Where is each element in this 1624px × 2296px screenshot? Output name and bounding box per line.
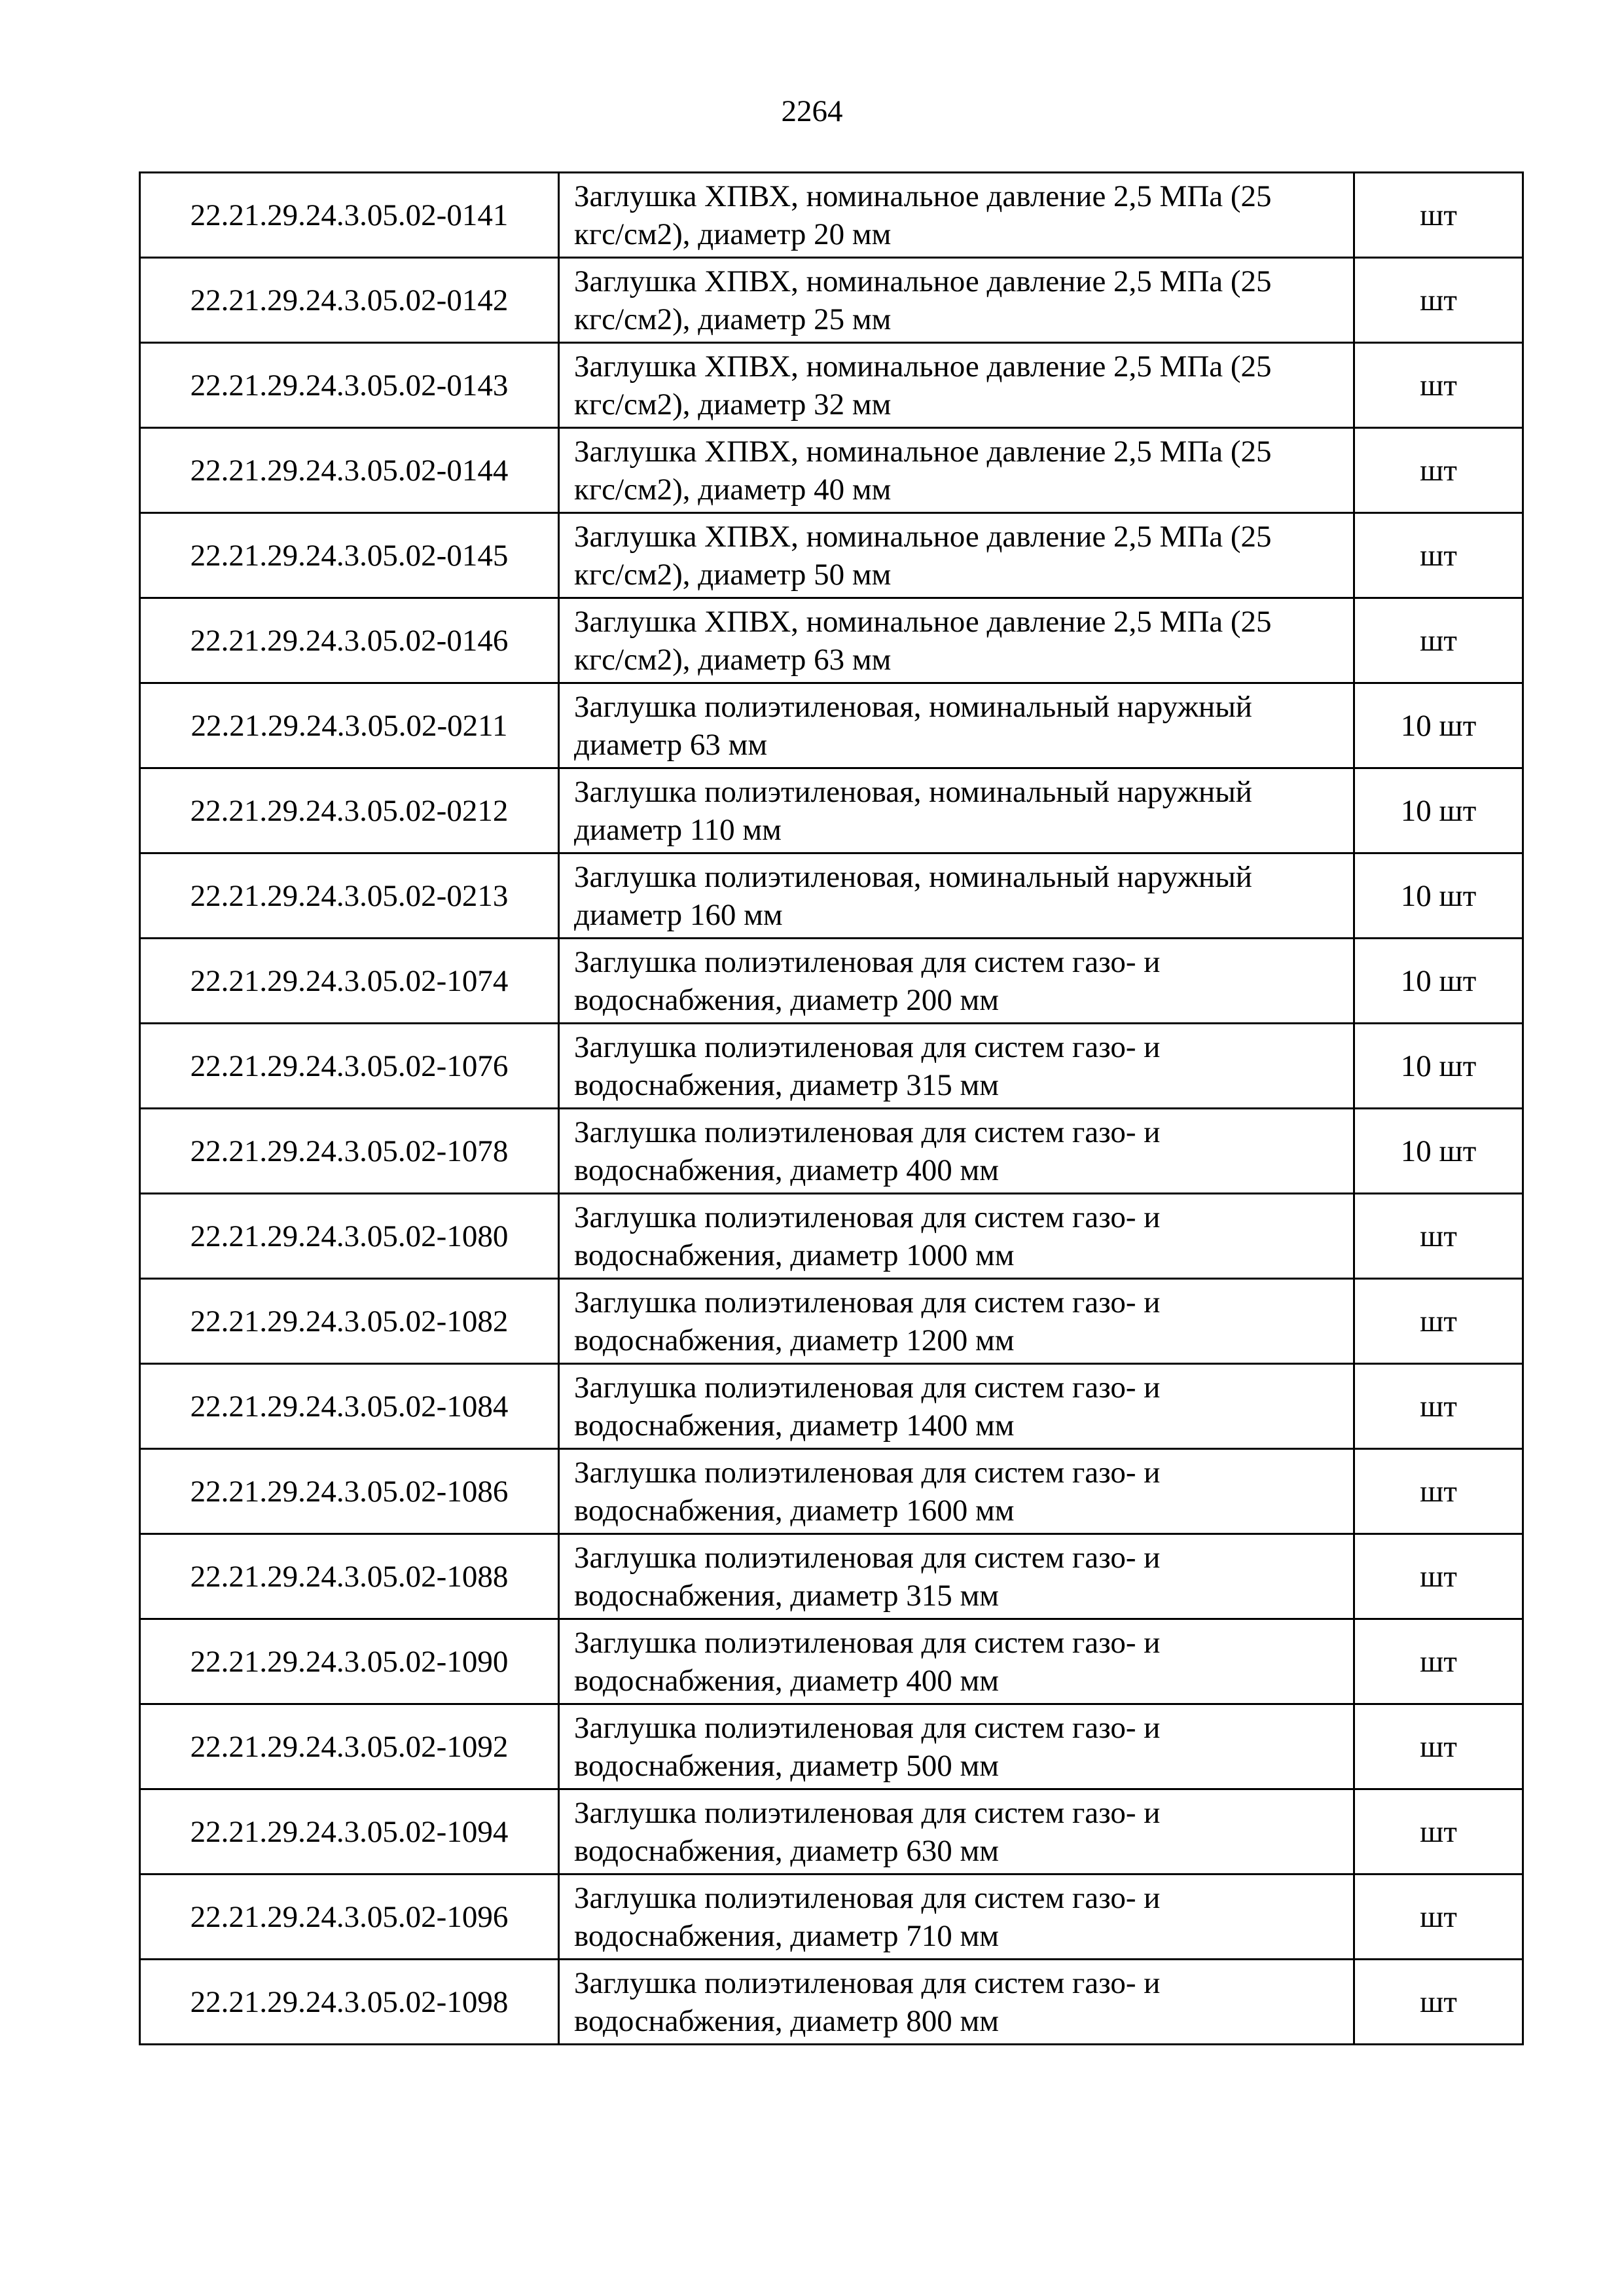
- row-name-line2: водоснабжения, диаметр 630 мм: [574, 1833, 999, 1868]
- row-name: [559, 1024, 1354, 1109]
- row-name-line2: кгс/см2), диаметр 40 мм: [574, 472, 892, 507]
- table-row: [140, 1789, 1523, 1874]
- row-unit: шт: [1354, 1960, 1523, 2045]
- row-name-line2: диаметр 110 мм: [574, 812, 782, 847]
- row-name: [559, 1109, 1354, 1194]
- row-name-line2: водоснабжения, диаметр 1400 мм: [574, 1408, 1015, 1443]
- page-number: 2264: [781, 94, 843, 128]
- row-name-line2: кгс/см2), диаметр 50 мм: [574, 557, 892, 592]
- row-unit: шт: [1354, 1704, 1523, 1789]
- row-unit: шт: [1354, 173, 1523, 258]
- row-name-line1: Заглушка полиэтиленовая для систем газо- и: [574, 1370, 1161, 1405]
- row-name: [559, 428, 1354, 513]
- row-name-line2: диаметр 63 мм: [574, 727, 768, 762]
- row-code: 22.21.29.24.3.05.02-1084: [140, 1364, 559, 1449]
- row-unit: 10 шт: [1354, 768, 1523, 853]
- row-name-line1: Заглушка полиэтиленовая, номинальный наружный: [574, 859, 1252, 894]
- row-name-line2: кгс/см2), диаметр 32 мм: [574, 387, 892, 422]
- table-row: [140, 1279, 1523, 1364]
- row-name-line2: водоснабжения, диаметр 315 мм: [574, 1067, 999, 1102]
- row-code: 22.21.29.24.3.05.02-0213: [140, 853, 559, 939]
- row-unit: 10 шт: [1354, 683, 1523, 768]
- row-name-line1: Заглушка полиэтиленовая для систем газо- и: [574, 1795, 1161, 1830]
- row-name-line2: водоснабжения, диаметр 500 мм: [574, 1748, 999, 1783]
- table-row: [140, 939, 1523, 1024]
- row-unit: 10 шт: [1354, 1109, 1523, 1194]
- row-unit: шт: [1354, 1279, 1523, 1364]
- row-code: 22.21.29.24.3.05.02-0141: [140, 173, 559, 258]
- row-name: [559, 258, 1354, 343]
- table-row: [140, 1024, 1523, 1109]
- row-unit: шт: [1354, 258, 1523, 343]
- row-name: [559, 1619, 1354, 1704]
- table-row: [140, 853, 1523, 939]
- row-name: [559, 939, 1354, 1024]
- row-code: 22.21.29.24.3.05.02-1088: [140, 1534, 559, 1619]
- row-code: 22.21.29.24.3.05.02-0146: [140, 598, 559, 683]
- row-name-line2: водоснабжения, диаметр 400 мм: [574, 1663, 999, 1698]
- row-code: 22.21.29.24.3.05.02-0142: [140, 258, 559, 343]
- table-row: [140, 1449, 1523, 1534]
- table-row: [140, 683, 1523, 768]
- row-name-line1: Заглушка полиэтиленовая для систем газо- и: [574, 1540, 1161, 1575]
- row-unit: шт: [1354, 1534, 1523, 1619]
- row-name-line2: водоснабжения, диаметр 315 мм: [574, 1578, 999, 1613]
- row-code: 22.21.29.24.3.05.02-0144: [140, 428, 559, 513]
- row-name: [559, 1194, 1354, 1279]
- table-row: [140, 1364, 1523, 1449]
- row-code: 22.21.29.24.3.05.02-0145: [140, 513, 559, 598]
- row-name: [559, 683, 1354, 768]
- row-name-line2: водоснабжения, диаметр 800 мм: [574, 2003, 999, 2038]
- row-name-line1: Заглушка ХПВХ, номинальное давление 2,5 МПа (25: [574, 349, 1272, 384]
- row-name: [559, 1789, 1354, 1874]
- row-name-line1: Заглушка полиэтиленовая, номинальный наружный: [574, 774, 1252, 809]
- table-row: [140, 258, 1523, 343]
- table-row: [140, 343, 1523, 428]
- row-name: [559, 173, 1354, 258]
- table-body: [140, 173, 1523, 2045]
- row-code: 22.21.29.24.3.05.02-1074: [140, 939, 559, 1024]
- row-name: [559, 598, 1354, 683]
- row-name: [559, 1960, 1354, 2045]
- row-unit: шт: [1354, 1619, 1523, 1704]
- row-unit: шт: [1354, 1789, 1523, 1874]
- row-name-line1: Заглушка полиэтиленовая для систем газо- и: [574, 1200, 1161, 1234]
- row-name-line1: Заглушка полиэтиленовая для систем газо- и: [574, 1285, 1161, 1319]
- row-name-line1: Заглушка ХПВХ, номинальное давление 2,5 МПа (25: [574, 179, 1272, 213]
- row-name-line2: водоснабжения, диаметр 1000 мм: [574, 1238, 1015, 1272]
- row-code: 22.21.29.24.3.05.02-1082: [140, 1279, 559, 1364]
- table-row: [140, 768, 1523, 853]
- row-unit: шт: [1354, 428, 1523, 513]
- row-name: [559, 853, 1354, 939]
- row-name-line2: кгс/см2), диаметр 20 мм: [574, 217, 892, 251]
- row-unit: 10 шт: [1354, 1024, 1523, 1109]
- table-row: [140, 513, 1523, 598]
- row-code: 22.21.29.24.3.05.02-0212: [140, 768, 559, 853]
- row-name: [559, 513, 1354, 598]
- row-code: 22.21.29.24.3.05.02-1094: [140, 1789, 559, 1874]
- materials-table: [139, 171, 1524, 2045]
- row-name-line1: Заглушка полиэтиленовая для систем газо- и: [574, 1115, 1161, 1149]
- row-code: 22.21.29.24.3.05.02-1098: [140, 1960, 559, 2045]
- row-name: [559, 1874, 1354, 1960]
- row-name-line2: кгс/см2), диаметр 63 мм: [574, 642, 892, 677]
- row-name-line2: водоснабжения, диаметр 1200 мм: [574, 1323, 1015, 1357]
- row-code: 22.21.29.24.3.05.02-1090: [140, 1619, 559, 1704]
- row-name: [559, 1279, 1354, 1364]
- table-row: [140, 173, 1523, 258]
- row-name-line1: Заглушка полиэтиленовая для систем газо- и: [574, 1880, 1161, 1915]
- row-name-line1: Заглушка полиэтиленовая для систем газо- и: [574, 1710, 1161, 1745]
- row-unit: шт: [1354, 1874, 1523, 1960]
- row-unit: шт: [1354, 513, 1523, 598]
- row-unit: 10 шт: [1354, 939, 1523, 1024]
- row-unit: 10 шт: [1354, 853, 1523, 939]
- row-name-line2: водоснабжения, диаметр 400 мм: [574, 1153, 999, 1187]
- row-unit: шт: [1354, 598, 1523, 683]
- row-name-line2: водоснабжения, диаметр 200 мм: [574, 982, 999, 1017]
- row-name-line1: Заглушка ХПВХ, номинальное давление 2,5 МПа (25: [574, 519, 1272, 554]
- row-name-line1: Заглушка полиэтиленовая для систем газо- и: [574, 1030, 1161, 1064]
- row-name: [559, 1364, 1354, 1449]
- row-code: 22.21.29.24.3.05.02-1080: [140, 1194, 559, 1279]
- row-name-line1: Заглушка ХПВХ, номинальное давление 2,5 МПа (25: [574, 264, 1272, 298]
- row-name-line1: Заглушка ХПВХ, номинальное давление 2,5 МПа (25: [574, 434, 1272, 469]
- table-row: [140, 428, 1523, 513]
- row-name: [559, 1449, 1354, 1534]
- row-name-line2: водоснабжения, диаметр 1600 мм: [574, 1493, 1015, 1528]
- row-name-line2: кгс/см2), диаметр 25 мм: [574, 302, 892, 336]
- row-unit: шт: [1354, 343, 1523, 428]
- row-code: 22.21.29.24.3.05.02-0143: [140, 343, 559, 428]
- row-name: [559, 768, 1354, 853]
- row-name-line1: Заглушка полиэтиленовая для систем газо- и: [574, 1455, 1161, 1490]
- row-code: 22.21.29.24.3.05.02-1076: [140, 1024, 559, 1109]
- table-row: [140, 598, 1523, 683]
- row-name-line2: водоснабжения, диаметр 710 мм: [574, 1918, 999, 1953]
- table-row: [140, 1619, 1523, 1704]
- row-code: 22.21.29.24.3.05.02-1092: [140, 1704, 559, 1789]
- table-row: [140, 1960, 1523, 2045]
- row-name-line1: Заглушка полиэтиленовая для систем газо- и: [574, 944, 1161, 979]
- row-name-line1: Заглушка полиэтиленовая для систем газо- и: [574, 1625, 1161, 1660]
- table-row: [140, 1874, 1523, 1960]
- row-name: [559, 343, 1354, 428]
- table-row: [140, 1194, 1523, 1279]
- row-name: [559, 1704, 1354, 1789]
- row-name-line1: Заглушка полиэтиленовая, номинальный наружный: [574, 689, 1252, 724]
- table-row: [140, 1109, 1523, 1194]
- row-code: 22.21.29.24.3.05.02-0211: [140, 683, 559, 768]
- table-row: [140, 1704, 1523, 1789]
- row-unit: шт: [1354, 1364, 1523, 1449]
- row-name-line2: диаметр 160 мм: [574, 897, 783, 932]
- table-row: [140, 1534, 1523, 1619]
- row-code: 22.21.29.24.3.05.02-1086: [140, 1449, 559, 1534]
- row-code: 22.21.29.24.3.05.02-1096: [140, 1874, 559, 1960]
- row-name-line1: Заглушка полиэтиленовая для систем газо- и: [574, 1965, 1161, 2000]
- row-name: [559, 1534, 1354, 1619]
- row-name-line1: Заглушка ХПВХ, номинальное давление 2,5 МПа (25: [574, 604, 1272, 639]
- row-code: 22.21.29.24.3.05.02-1078: [140, 1109, 559, 1194]
- row-unit: шт: [1354, 1449, 1523, 1534]
- row-unit: шт: [1354, 1194, 1523, 1279]
